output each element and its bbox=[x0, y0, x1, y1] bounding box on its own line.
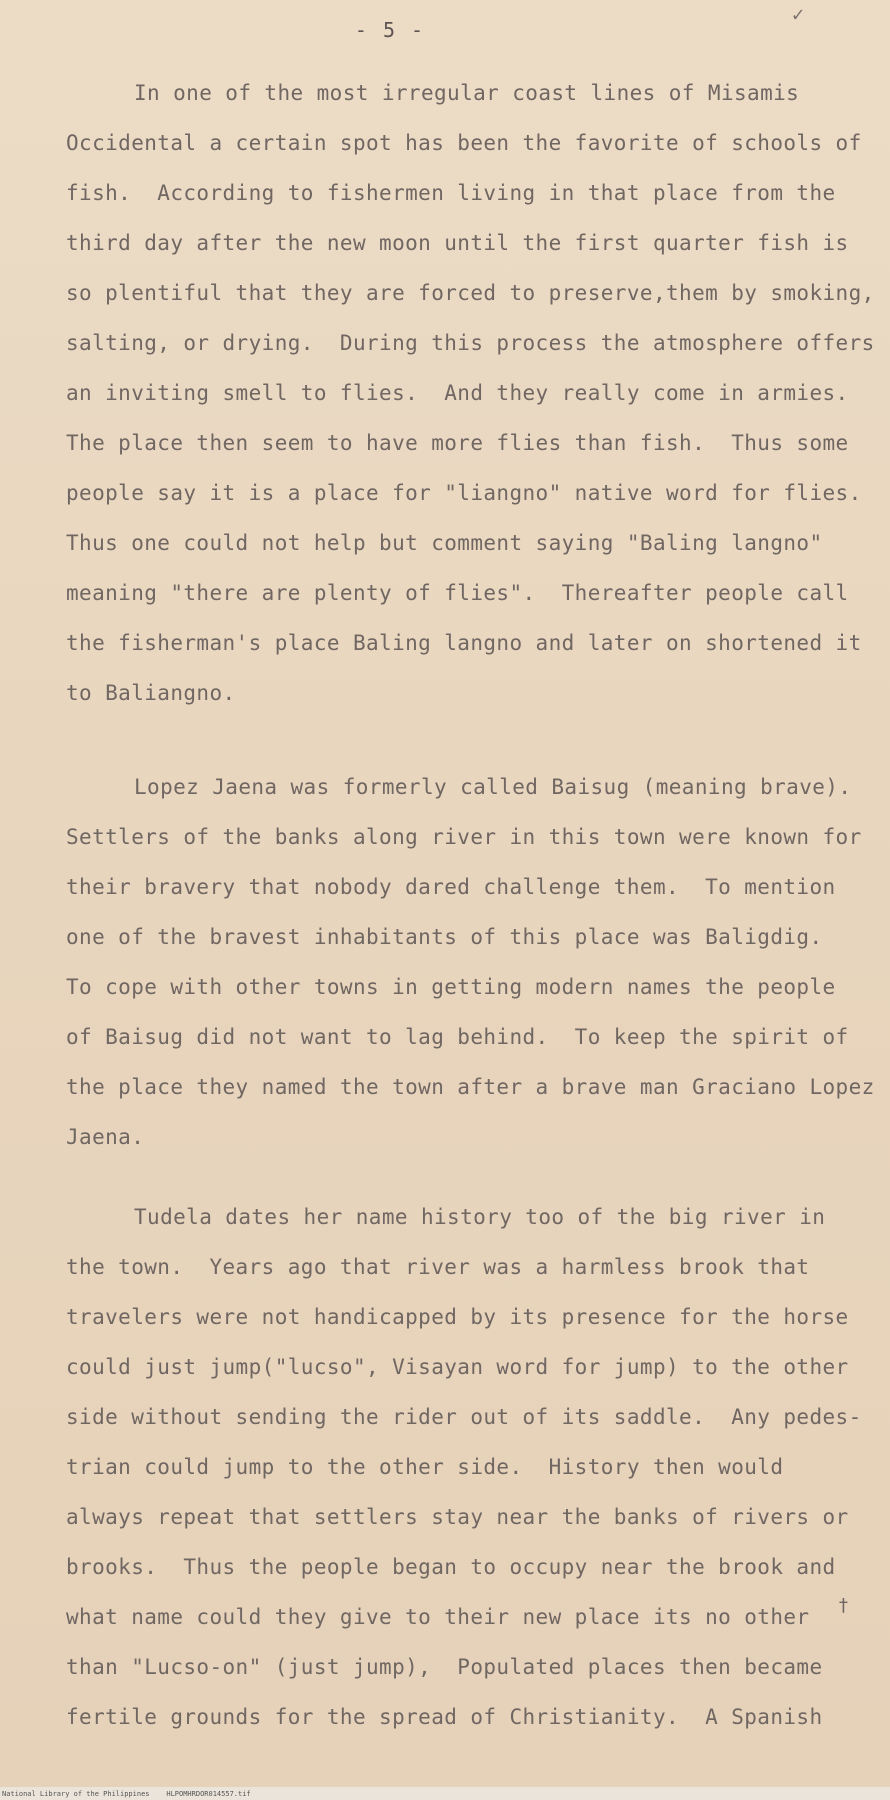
text-line: fish. According to fishermen living in that place from the bbox=[66, 181, 836, 205]
text-line: travelers were not handicapped by its presence for the horse bbox=[66, 1305, 849, 1329]
text-line: than "Lucso-on" (just jump), Populated places then became bbox=[66, 1655, 823, 1679]
handwritten-check-mark: ✓ bbox=[792, 2, 805, 26]
text-line: To cope with other towns in getting modern names the people bbox=[66, 975, 836, 999]
text-line: The place then seem to have more flies than fish. Thus some bbox=[66, 431, 849, 455]
text-line: people say it is a place for "liangno" native word for flies. bbox=[66, 481, 862, 505]
text-line: meaning "there are plenty of flies". Thereafter people call bbox=[66, 581, 849, 605]
ink-mark: † bbox=[838, 1595, 849, 1616]
text-line: their bravery that nobody dared challenge them. To mention bbox=[66, 875, 836, 899]
text-line: Jaena. bbox=[66, 1125, 145, 1149]
page-number: - 5 - bbox=[354, 18, 426, 42]
text-line: what name could they give to their new place its no other bbox=[66, 1605, 810, 1629]
text-line: Occidental a certain spot has been the favorite of schools of bbox=[66, 131, 862, 155]
text-line: the fisherman's place Baling langno and later on shortened it bbox=[66, 631, 862, 655]
text-line: trian could jump to the other side. History then would bbox=[66, 1455, 784, 1479]
text-line: could just jump("lucso", Visayan word for jump) to the other bbox=[66, 1355, 849, 1379]
text-line: so plentiful that they are forced to preserve,them by smoking, bbox=[66, 281, 875, 305]
text-line: to Baliangno. bbox=[66, 681, 236, 705]
text-line: of Baisug did not want to lag behind. To keep the spirit of bbox=[66, 1025, 849, 1049]
text-line: fertile grounds for the spread of Christianity. A Spanish bbox=[66, 1705, 823, 1729]
text-line: the town. Years ago that river was a harmless brook that bbox=[66, 1255, 810, 1279]
text-line: brooks. Thus the people began to occupy near the brook and bbox=[66, 1555, 836, 1579]
scan-footer-label: National Library of the Philippines HLPOMHRDOR014557.tif bbox=[2, 1790, 251, 1798]
text-line: one of the bravest inhabitants of this place was Baligdig. bbox=[66, 925, 823, 949]
text-line: Lopez Jaena was formerly called Baisug (meaning brave). bbox=[134, 775, 852, 799]
text-line: Thus one could not help but comment saying "Baling langno" bbox=[66, 531, 823, 555]
text-line: salting, or drying. During this process the atmosphere offers bbox=[66, 331, 875, 355]
text-line: Settlers of the banks along river in this town were known for bbox=[66, 825, 862, 849]
text-line: side without sending the rider out of its saddle. Any pedes- bbox=[66, 1405, 862, 1429]
text-line: Tudela dates her name history too of the big river in bbox=[134, 1205, 826, 1229]
text-line: always repeat that settlers stay near the banks of rivers or bbox=[66, 1505, 849, 1529]
text-line: the place they named the town after a brave man Graciano Lopez bbox=[66, 1075, 875, 1099]
text-line: In one of the most irregular coast lines of Misamis bbox=[134, 81, 800, 105]
scan-footer bbox=[0, 1787, 890, 1800]
text-line: an inviting smell to flies. And they really come in armies. bbox=[66, 381, 849, 405]
text-line: third day after the new moon until the first quarter fish is bbox=[66, 231, 849, 255]
